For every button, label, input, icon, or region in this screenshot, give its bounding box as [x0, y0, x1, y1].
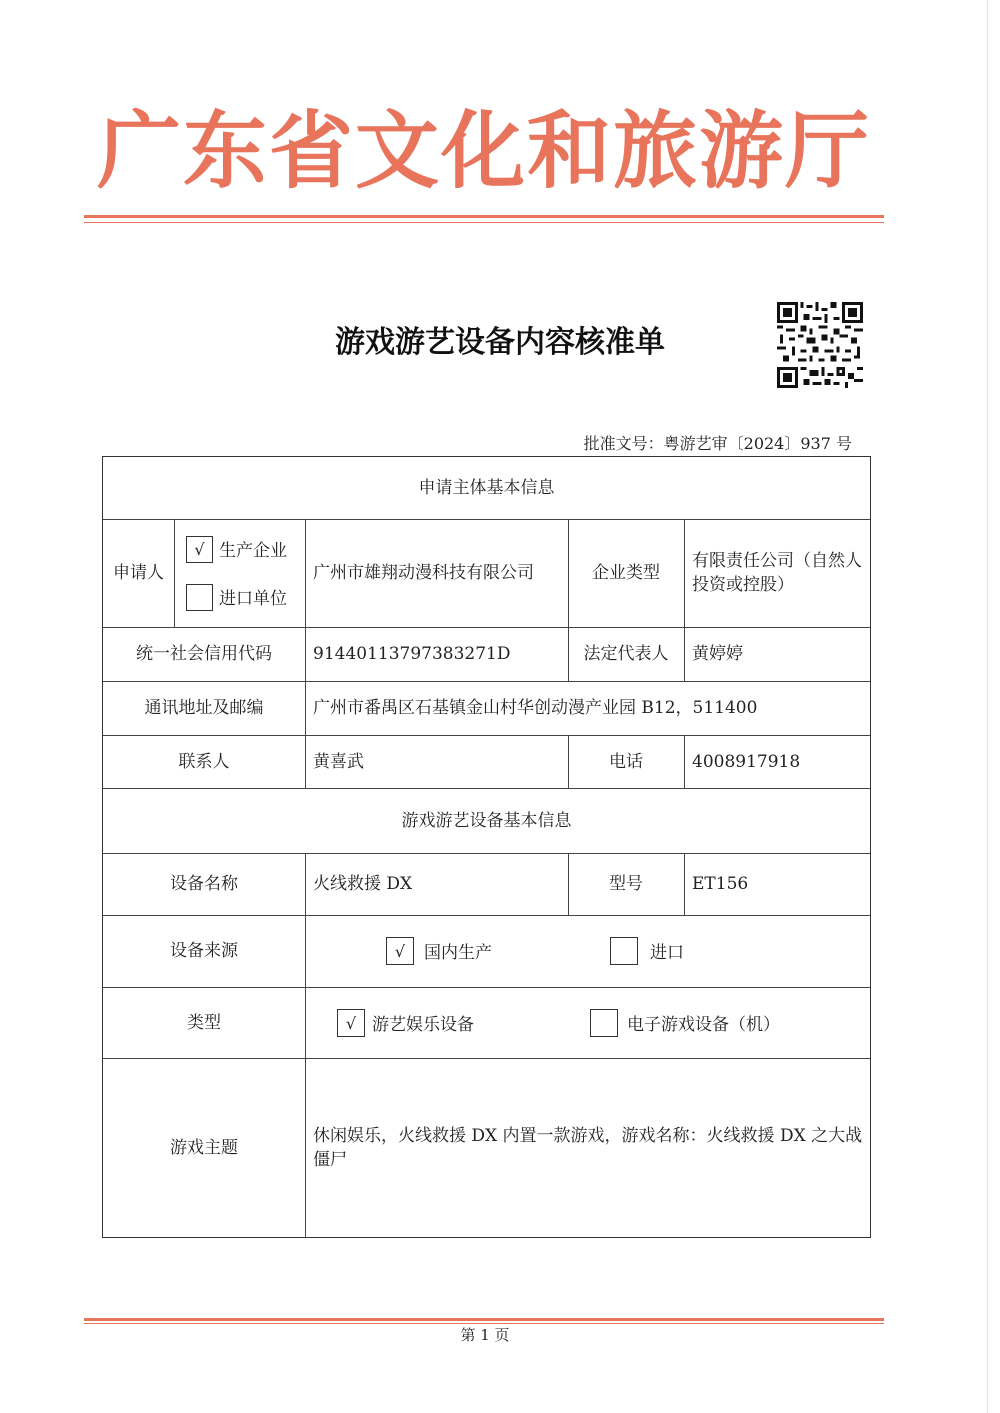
checkbox-importer[interactable]	[186, 584, 213, 611]
legal-rep: 黄婷婷	[692, 644, 743, 664]
qr-code-icon	[777, 302, 863, 388]
footer-rule-thick	[84, 1318, 884, 1321]
page-edge-line	[987, 0, 988, 1413]
section-heading-device: 游戏游艺设备基本信息	[401, 810, 572, 831]
credit-code-label: 统一社会信用代码	[136, 644, 272, 664]
contact-label: 联系人	[178, 751, 230, 772]
theme-label: 游戏主题	[170, 1138, 238, 1158]
col-divider	[174, 519, 175, 627]
section-heading-applicant: 申请主体基本信息	[418, 478, 555, 498]
checkbox-label-manufacturer: 生产企业	[219, 541, 287, 561]
device-name-label: 设备名称	[170, 874, 238, 894]
checkbox-electronic-game[interactable]	[590, 1009, 618, 1037]
approval-number: 批准文号：粤游艺审〔2024〕937 号	[583, 434, 852, 453]
device-name: 火线救援 DX	[313, 874, 413, 894]
phone: 4008917918	[692, 751, 801, 772]
applicant-label: 申请人	[113, 563, 164, 583]
header-rule-thick	[84, 215, 884, 218]
contact: 黄喜武	[313, 751, 364, 772]
page-number: 第 1 页	[460, 1326, 510, 1344]
model-label: 型号	[609, 874, 643, 894]
enterprise-type-label: 企业类型	[592, 563, 660, 583]
checkbox-manufacturer[interactable]: √	[186, 536, 213, 563]
legal-rep-label: 法定代表人	[583, 644, 669, 664]
checkbox-label-import: 进口	[650, 943, 684, 963]
model: ET156	[692, 874, 749, 894]
checkbox-amusement[interactable]: √	[337, 1009, 365, 1037]
checkbox-label-importer: 进口单位	[219, 589, 287, 609]
address: 广州市番禺区石基镇金山村华创动漫产业园 B12，511400	[313, 698, 758, 718]
header-rule-thin	[84, 222, 884, 223]
type-label: 类型	[187, 1012, 221, 1033]
document-title: 游戏游艺设备内容核准单	[335, 325, 665, 360]
address-label: 通讯地址及邮编	[144, 698, 264, 718]
enterprise-type: 有限责任公司（自然人投资或控股）	[692, 551, 862, 595]
company-name: 广州市雄翔动漫科技有限公司	[313, 563, 534, 583]
checkbox-domestic[interactable]: √	[386, 937, 414, 965]
game-theme: 休闲娱乐，火线救援 DX 内置一款游戏，游戏名称：火线救援 DX 之大战僵尸	[313, 1126, 863, 1170]
checkbox-label-amusement: 游艺娱乐设备	[372, 1015, 474, 1035]
phone-label: 电话	[609, 751, 643, 772]
checkbox-label-domestic: 国内生产	[424, 943, 492, 963]
checkbox-label-electronic-game: 电子游戏设备（机）	[627, 1015, 780, 1035]
checkbox-import[interactable]	[610, 937, 638, 965]
agency-letterhead: 广东省文化和旅游厅	[96, 101, 871, 200]
source-label: 设备来源	[170, 941, 238, 961]
credit-code: 91440113797383271D	[313, 644, 511, 664]
